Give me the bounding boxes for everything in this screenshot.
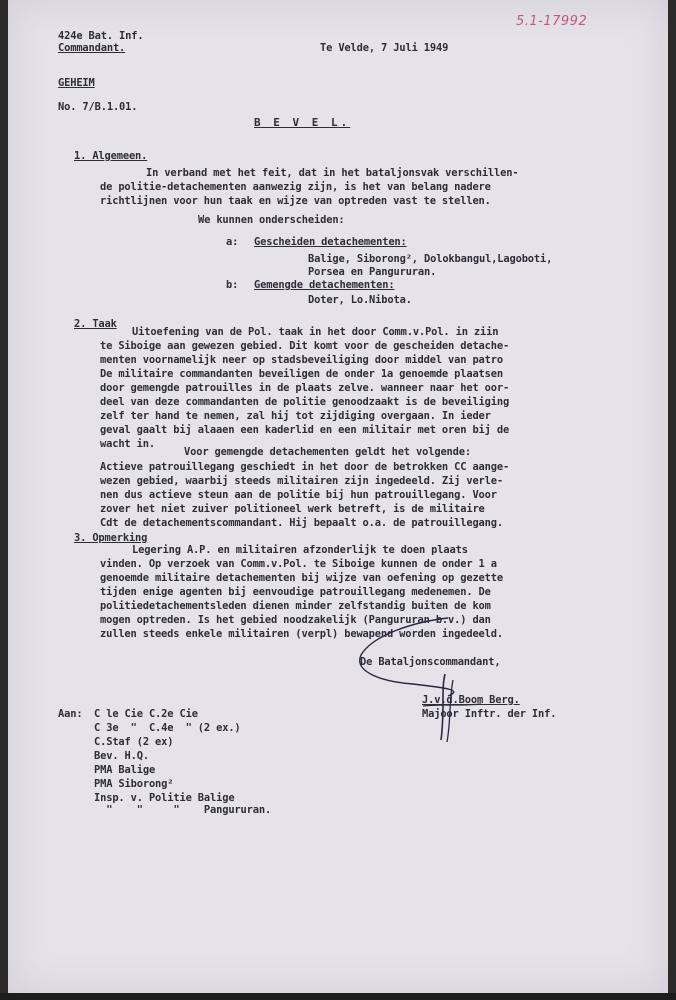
section-2-line: deel van deze commandanten de politie genoodzaakt is de beveiliging <box>100 396 510 408</box>
distribution-label: Aan: <box>58 708 83 720</box>
item-b-label: b: <box>226 279 239 291</box>
item-a-line: Balige, Siborong², Dolokbangul,Lagoboti, <box>308 253 553 265</box>
distribution-item: " " " Pangururan. <box>94 804 272 816</box>
item-b-line: Doter, Lo.Nibota. <box>308 294 412 306</box>
distribution-item: PMA Balige <box>94 764 156 776</box>
classification: GEHEIM <box>58 77 95 89</box>
archive-reference-number: 5.1-17992 <box>516 14 588 29</box>
document-page <box>8 0 668 993</box>
section-2-line: nen dus actieve steun aan de politie bij hun patrouillegang. Voor <box>100 489 497 501</box>
item-a-line: Porsea en Pangururan. <box>308 266 437 278</box>
section-2-line: door gemengde patrouilles in de plaats zelve. wanneer naar het oor- <box>100 382 510 394</box>
distribution-item: Bev. H.Q. <box>94 750 149 762</box>
section-2-line: Cdt de detachementscommandant. Hij bepaalt o.a. de patrouillegang. <box>100 517 503 529</box>
section-1-line: de politie-detachementen aanwezig zijn, is het van belang nadere <box>100 181 491 193</box>
section-3-line: zullen steeds enkele militairen (verpl) bewapend worden ingedeeld. <box>100 628 503 640</box>
place-date: Te Velde, 7 Juli 1949 <box>320 42 449 54</box>
unit-role: Commandant. <box>58 42 126 54</box>
section-2-line: De militaire commandanten beveiligen de onder 1a genoemde plaatsen <box>100 368 503 380</box>
item-b-heading: Gemengde detachementen: <box>254 279 395 291</box>
page-title: B E V E L. <box>254 116 351 129</box>
closing-phrase: De Bataljonscommandant, <box>360 656 501 668</box>
section-2-heading: 2. Taak <box>74 318 117 330</box>
section-3-line: politiedetachementsleden dienen minder zelfstandig buiten de kom <box>100 600 491 612</box>
section-2-line: wacht in. <box>100 438 155 450</box>
unit-name: 424e Bat. Inf. <box>58 30 144 42</box>
section-3-line: Legering A.P. en militairen afzonderlijk te doen plaats <box>132 544 468 556</box>
section-3-line: genoemde militaire detachementen bij wijze van oefening op gezette <box>100 572 503 584</box>
distribution-item: C le Cie C.2e Cie <box>94 708 198 720</box>
signer-rank: Majoor Inftr. der Inf. <box>422 708 557 720</box>
distribution-item: PMA Siborong² <box>94 778 174 790</box>
section-2-line: zelf ter hand te nemen, zal hij tot zijdiging overgaan. In ieder <box>100 410 491 422</box>
item-a-heading: Gescheiden detachementen: <box>254 236 407 248</box>
section-3-line: tijden enige agenten bij eenvoudige patrouillegang medenemen. De <box>100 586 491 598</box>
mixed-intro: Voor gemengde detachementen geldt het volgende: <box>184 446 471 458</box>
signature-icon <box>353 610 573 750</box>
signer-name: J.v.d.Boom Berg. <box>422 694 520 706</box>
distribution-item: Insp. v. Politie Balige <box>94 792 235 804</box>
distribution-item: C.Staf (2 ex) <box>94 736 174 748</box>
section-2-line: Uitoefening van de Pol. taak in het door Comm.v.Pol. in ziin <box>132 326 499 338</box>
section-2-line: wezen gebied, waarbij steeds militairen zijn ingedeeld. Zij verle- <box>100 475 503 487</box>
section-3-line: mogen optreden. Is het gebied noodzakelijk (Pangururan b.v.) dan <box>100 614 491 626</box>
distinguish-intro: We kunnen onderscheiden: <box>198 214 345 226</box>
section-2-line: zover het niet zuiver politioneel werk betreft, is de militaire <box>100 503 485 515</box>
section-1-line: In verband met het feit, dat in het bataljonsvak verschillen- <box>146 167 519 179</box>
section-2-line: Actieve patrouillegang geschiedt in het door de betrokken CC aange- <box>100 461 510 473</box>
section-2-line: geval gaalt bij alaaen een kaderlid en een militair met oren bij de <box>100 424 510 436</box>
distribution-item: C 3e " C.4e " (2 ex.) <box>94 722 241 734</box>
section-2-line: te Siboige aan gewezen gebied. Dit komt voor de gescheiden detache- <box>100 340 510 352</box>
item-a-label: a: <box>226 236 239 248</box>
scan-border <box>0 993 676 1000</box>
section-1-heading: 1. Algemeen. <box>74 150 148 162</box>
section-3-heading: 3. Opmerking <box>74 532 148 544</box>
section-1-line: richtlijnen voor hun taak en wijze van optreden vast te stellen. <box>100 195 491 207</box>
section-2-line: menten voornamelijk neer op stadsbeveiliging door middel van patro <box>100 354 503 366</box>
document-number: No. 7/B.1.01. <box>58 101 138 113</box>
section-3-line: vinden. Op verzoek van Comm.v.Pol. te Siboige kunnen de onder 1 a <box>100 558 497 570</box>
